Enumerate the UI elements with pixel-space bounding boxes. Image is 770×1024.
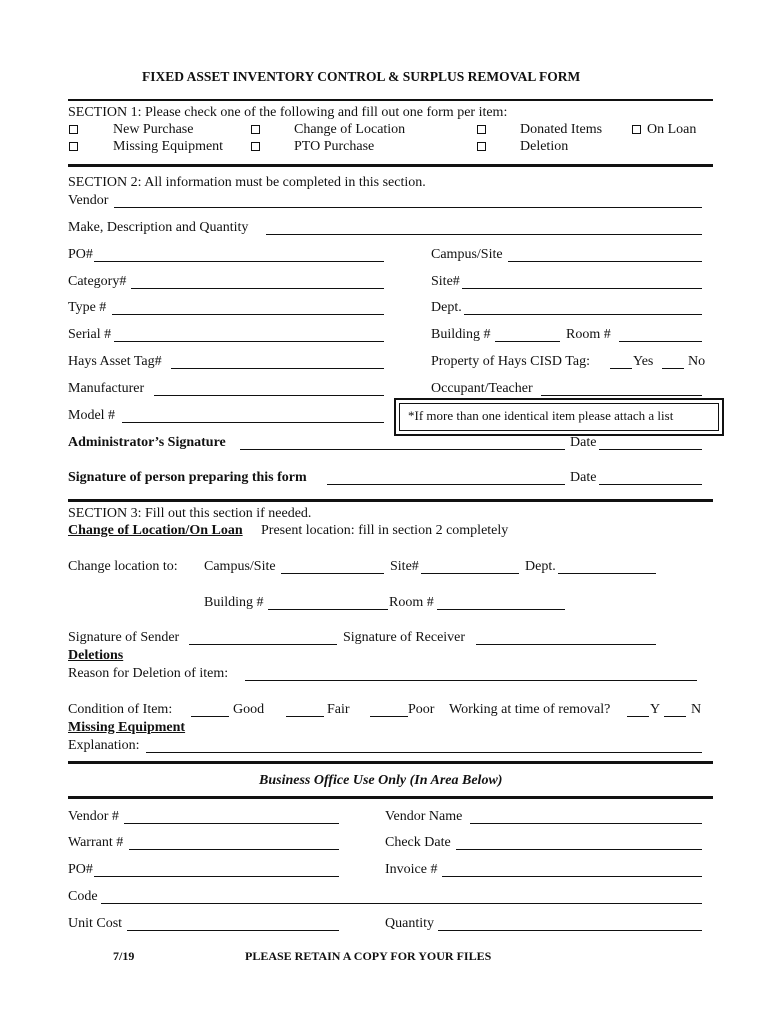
checkbox-pto-purchase[interactable] [251,142,260,151]
section3-heading: SECTION 3: Fill out this section if needed. [68,506,312,521]
code-label: Code [68,889,98,904]
n-label: N [691,702,702,717]
y-label: Y [650,702,661,717]
fair-label: Fair [327,702,350,717]
office-po-label: PO# [68,862,93,877]
working-yes-field[interactable] [627,716,649,717]
option-label: On Loan [647,122,697,137]
po-label: PO# [68,247,93,262]
building-field[interactable] [495,341,560,342]
invoice-field[interactable] [442,876,702,877]
vendor-field[interactable] [114,207,702,208]
receiver-signature-label: Signature of Receiver [343,630,466,645]
date-label: Date [570,435,597,450]
dept-label: Dept. [431,300,462,315]
missing-equipment-title: Missing Equipment [68,720,186,735]
property-no-field[interactable] [662,368,684,369]
attach-list-note-text: *If more than one identical item please attach a list [399,403,719,431]
make-field[interactable] [266,234,702,235]
serial-field[interactable] [114,341,384,342]
good-label: Good [233,702,265,717]
checkbox-change-location[interactable] [251,125,260,134]
quantity-field[interactable] [438,930,702,931]
vendor-no-label: Vendor # [68,809,119,824]
section1-heading: SECTION 1: Please check one of the following and fill out one form per item: [68,105,508,120]
new-dept-label: Dept. [525,559,556,574]
checkbox-new-purchase[interactable] [69,125,78,134]
new-room-label: Room # [389,595,434,610]
form-version: 7/19 [113,949,135,963]
admin-signature-field[interactable] [240,449,565,450]
explanation-label: Explanation: [68,738,140,753]
change-location-title: Change of Location/On Loan [68,523,243,538]
occupant-label: Occupant/Teacher [431,381,533,396]
site-field[interactable] [462,288,702,289]
dept-field[interactable] [464,314,702,315]
yes-label: Yes [633,354,654,369]
new-building-label: Building # [204,595,264,610]
reason-label: Reason for Deletion of item: [68,666,229,681]
fair-field[interactable] [286,716,324,717]
preparer-date-field[interactable] [599,484,702,485]
unit-cost-field[interactable] [127,930,339,931]
admin-date-field[interactable] [599,449,702,450]
explanation-field[interactable] [146,752,702,753]
working-label: Working at time of removal? [449,702,611,717]
deletions-title: Deletions [68,648,124,663]
new-site-label: Site# [390,559,419,574]
type-label: Type # [68,300,107,315]
attach-list-note [394,398,724,436]
sender-signature-field[interactable] [189,644,337,645]
unit-cost-label: Unit Cost [68,916,123,931]
office-heading: Business Office Use Only (In Area Below) [259,773,503,788]
make-label: Make, Description and Quantity [68,220,249,235]
invoice-label: Invoice # [385,862,438,877]
new-building-field[interactable] [268,609,388,610]
code-field[interactable] [101,903,702,904]
section2-heading: SECTION 2: All information must be completed in this section. [68,175,426,190]
site-label: Site# [431,274,460,289]
new-room-field[interactable] [437,609,565,610]
model-field[interactable] [122,422,384,423]
reason-field[interactable] [245,680,697,681]
option-label: Missing Equipment [113,139,224,154]
condition-label: Condition of Item: [68,702,173,717]
sender-signature-label: Signature of Sender [68,630,180,645]
check-date-label: Check Date [385,835,451,850]
option-label: PTO Purchase [294,139,375,154]
type-field[interactable] [112,314,384,315]
new-campus-field[interactable] [281,573,384,574]
check-date-field[interactable] [456,849,702,850]
no-label: No [688,354,706,369]
option-label: Change of Location [294,122,406,137]
serial-label: Serial # [68,327,112,342]
form-title: FIXED ASSET INVENTORY CONTROL & SURPLUS REMOVAL FORM [142,69,581,84]
option-label: Donated Items [520,122,603,137]
receiver-signature-field[interactable] [476,644,656,645]
change-to-label: Change location to: [68,559,178,574]
divider [68,761,713,764]
manufacturer-label: Manufacturer [68,381,145,396]
quantity-label: Quantity [385,916,434,931]
divider [68,99,713,101]
divider [68,164,713,167]
room-label: Room # [566,327,611,342]
change-location-desc: Present location: fill in section 2 completely [261,523,509,538]
new-dept-field[interactable] [558,573,656,574]
category-field[interactable] [131,288,384,289]
admin-signature-label: Administrator’s Signature [68,435,226,450]
poor-label: Poor [408,702,435,717]
occupant-field[interactable] [541,395,702,396]
working-no-field[interactable] [664,716,686,717]
category-label: Category# [68,274,127,289]
room-field[interactable] [619,341,702,342]
warrant-field[interactable] [129,849,339,850]
po-field[interactable] [94,261,384,262]
model-label: Model # [68,408,116,423]
retain-copy-note: PLEASE RETAIN A COPY FOR YOUR FILES [245,949,492,963]
preparer-signature-label: Signature of person preparing this form [68,470,307,485]
poor-field[interactable] [370,716,408,717]
vendor-name-label: Vendor Name [385,809,463,824]
building-label: Building # [431,327,491,342]
divider [68,499,713,502]
vendor-no-field[interactable] [124,823,339,824]
property-tag-label: Property of Hays CISD Tag: [431,354,590,369]
option-label: Deletion [520,139,569,154]
checkbox-on-loan[interactable] [632,125,641,134]
new-site-field[interactable] [421,573,519,574]
asset-tag-label: Hays Asset Tag# [68,354,162,369]
preparer-signature-field[interactable] [327,484,565,485]
checkbox-missing-equipment[interactable] [69,142,78,151]
vendor-label: Vendor [68,193,109,208]
divider [68,796,713,799]
good-field[interactable] [191,716,229,717]
checkbox-donated-items[interactable] [477,125,486,134]
checkbox-deletion[interactable] [477,142,486,151]
office-po-field[interactable] [94,876,339,877]
manufacturer-field[interactable] [154,395,384,396]
property-yes-field[interactable] [610,368,632,369]
campus-field[interactable] [508,261,702,262]
asset-tag-field[interactable] [171,368,384,369]
campus-label: Campus/Site [431,247,503,262]
option-label: New Purchase [113,122,194,137]
date-label: Date [570,470,597,485]
warrant-label: Warrant # [68,835,124,850]
new-campus-label: Campus/Site [204,559,276,574]
vendor-name-field[interactable] [470,823,702,824]
